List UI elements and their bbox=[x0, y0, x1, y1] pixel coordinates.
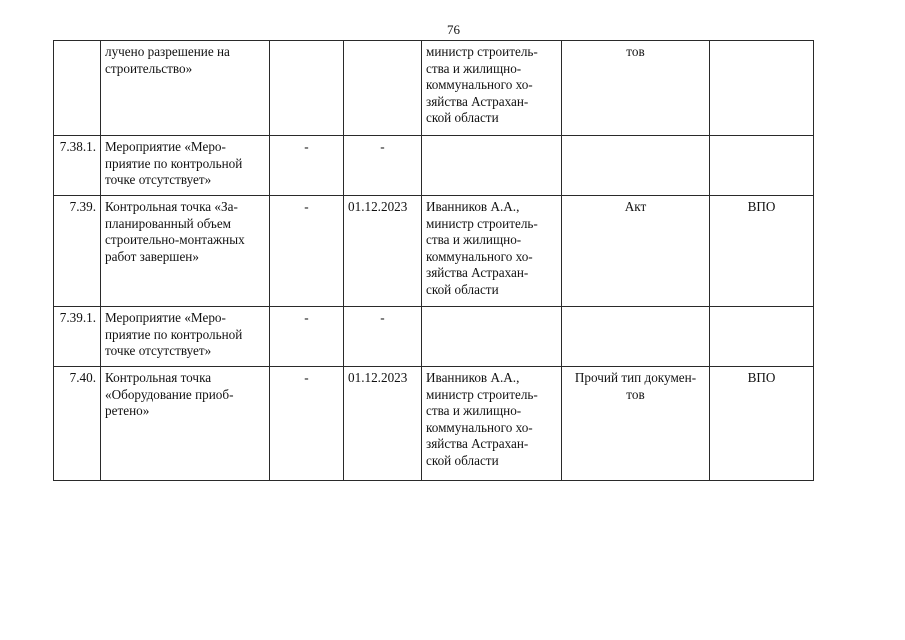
row-number-cell: 7.39. bbox=[54, 196, 101, 307]
row-number-cell: 7.39.1. bbox=[54, 307, 101, 367]
row-number-cell bbox=[54, 41, 101, 136]
start-date-cell bbox=[270, 41, 344, 136]
responsible-cell bbox=[422, 307, 562, 367]
start-date-cell: - bbox=[270, 196, 344, 307]
end-date-cell bbox=[344, 41, 422, 136]
document-type-cell: Акт bbox=[562, 196, 710, 307]
info-system-cell bbox=[710, 41, 814, 136]
task-name-cell: Контрольная точка «За- планированный объем строительно-монтажных работ завершен» bbox=[101, 196, 270, 307]
row-number-cell: 7.38.1. bbox=[54, 136, 101, 196]
table-row bbox=[54, 196, 814, 307]
table-row bbox=[54, 307, 814, 367]
end-date-cell: 01.12.2023 bbox=[344, 367, 422, 481]
responsible-cell: Иванников А.А., министр строитель- ства и жилищно- коммунального хо- зяйства Астрахан- ской области bbox=[422, 367, 562, 481]
start-date-cell: - bbox=[270, 136, 344, 196]
table-row bbox=[54, 41, 814, 136]
document-type-cell: тов bbox=[562, 41, 710, 136]
info-system-cell bbox=[710, 307, 814, 367]
end-date-cell: 01.12.2023 bbox=[344, 196, 422, 307]
info-system-cell: ВПО bbox=[710, 196, 814, 307]
task-name-cell: Мероприятие «Меро- приятие по контрольной точке отсутствует» bbox=[101, 136, 270, 196]
start-date-cell: - bbox=[270, 307, 344, 367]
info-system-cell: ВПО bbox=[710, 367, 814, 481]
document-type-cell: Прочий тип докумен- тов bbox=[562, 367, 710, 481]
end-date-cell: - bbox=[344, 136, 422, 196]
task-name-cell: Контрольная точка «Оборудование приоб- ретено» bbox=[101, 367, 270, 481]
plan-table bbox=[53, 40, 814, 481]
document-type-cell bbox=[562, 136, 710, 196]
info-system-cell bbox=[710, 136, 814, 196]
responsible-cell: Иванников А.А., министр строитель- ства и жилищно- коммунального хо- зяйства Астрахан- ской области bbox=[422, 196, 562, 307]
page-number: 76 bbox=[447, 22, 460, 37]
end-date-cell: - bbox=[344, 307, 422, 367]
task-name-cell: лучено разрешение на строительство» bbox=[101, 41, 270, 136]
table-row bbox=[54, 367, 814, 481]
document-type-cell bbox=[562, 307, 710, 367]
table-row bbox=[54, 136, 814, 196]
responsible-cell: министр строитель- ства и жилищно- коммунального хо- зяйства Астрахан- ской области bbox=[422, 41, 562, 136]
row-number-cell: 7.40. bbox=[54, 367, 101, 481]
responsible-cell bbox=[422, 136, 562, 196]
start-date-cell: - bbox=[270, 367, 344, 481]
task-name-cell: Мероприятие «Меро- приятие по контрольной точке отсутствует» bbox=[101, 307, 270, 367]
